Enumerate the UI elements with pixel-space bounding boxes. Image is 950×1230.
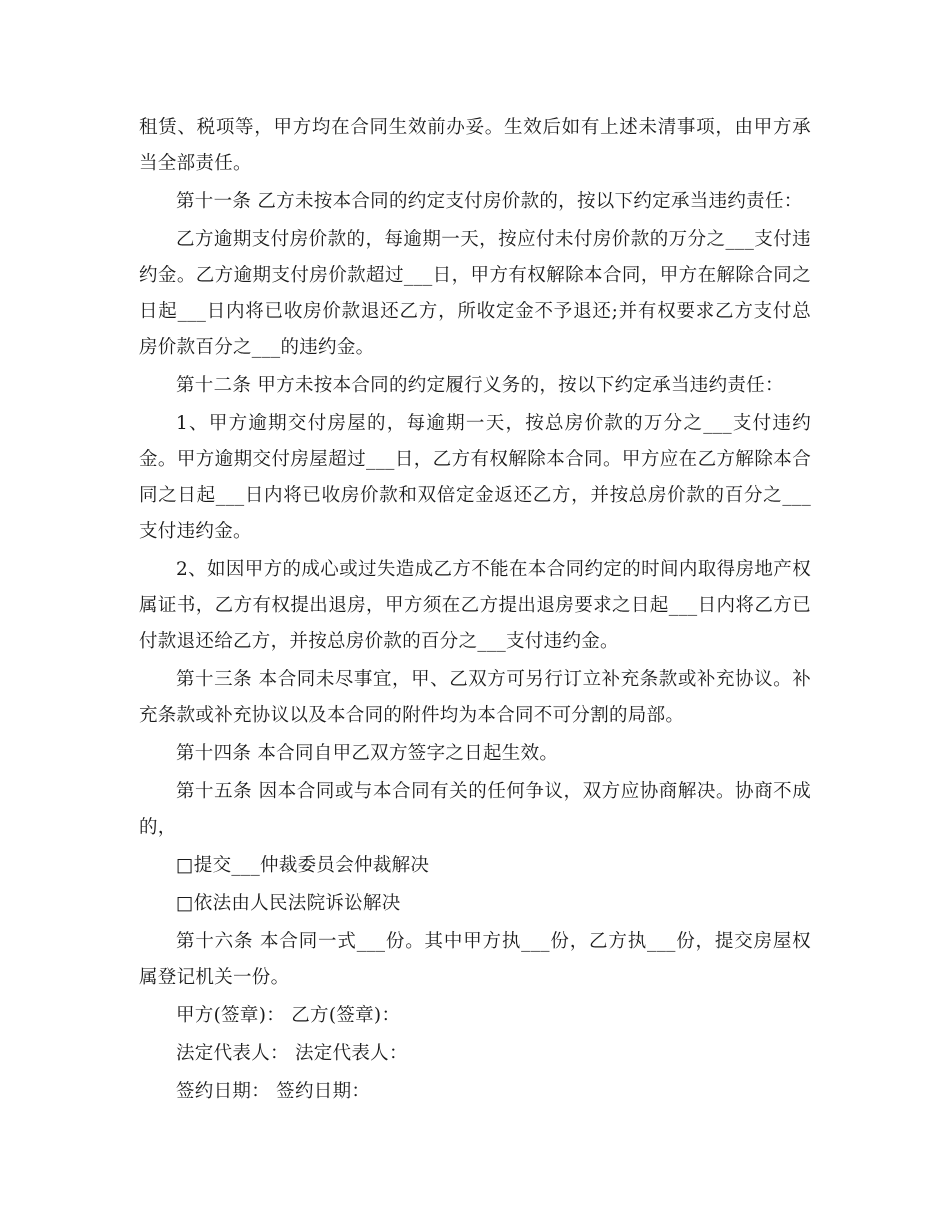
article-15: 第十五条 因本合同或与本合同有关的任何争议，双方应协商解决。协商不成的， (139, 781, 811, 838)
article-14: 第十四条 本合同自甲乙双方签字之日起生效。 (176, 743, 559, 764)
article-12-heading: 第十二条 甲方未按本合同的约定履行义务的，按以下约定承当违约责任： (176, 375, 784, 396)
document-body (139, 110, 811, 1110)
paragraph-continuation-taxes: 租赁、税项等，甲方均在合同生效前办妥。生效后如有上述未清事项，由甲方承当全部责任。 (139, 117, 811, 174)
article-16: 第十六条 本合同一式___份。其中甲方执___份，乙方执___份，提交房屋权属登记机关一份。 (139, 931, 811, 988)
article-12-item-1: 1、甲方逾期交付房屋的，每逾期一天，按总房价款的万分之___支付违约金。甲方逾期交付房屋超过___日，乙方有权解除本合同。甲方应在乙方解除本合同之日起___日内将已收房价款和双倍定金返还乙方，并按总房价款的百分之___支付违约金。 (139, 413, 811, 542)
signature-representatives: 法定代表人： 法定代表人： (176, 1043, 408, 1064)
signature-parties: 甲方(签章)： 乙方(签章)： (176, 1005, 401, 1026)
article-12-item-2: 2、如因甲方的成心或过失造成乙方不能在本合同约定的时间内取得房地产权属证书，乙方有权提出退房，甲方须在乙方提出退房要求之日起___日内将乙方已付款退还给乙方，并按总房价款的百分之___支付违约金。 (139, 559, 811, 652)
signature-dates: 签约日期： 签约日期： (176, 1081, 371, 1102)
option-litigation: □依法由人民法院诉讼解决 (176, 893, 401, 914)
article-11-body: 乙方逾期支付房价款的，每逾期一天，按应付未付房价款的万分之___支付违约金。乙方逾期支付房价款超过___日，甲方有权解除本合同，甲方在解除合同之日起___日内将已收房价款退还乙方，所收定金不予退还;并有权要求乙方支付总房价款百分之___的违约金。 (139, 229, 811, 358)
option-arbitration: □提交___仲裁委员会仲裁解决 (176, 855, 430, 876)
article-11-heading: 第十一条 乙方未按本合同的约定支付房价款的，按以下约定承当违约责任： (176, 191, 803, 212)
article-13: 第十三条 本合同未尽事宜，甲、乙双方可另行订立补充条款或补充协议。补充条款或补充协议以及本合同的附件均为本合同不可分割的局部。 (139, 669, 811, 726)
